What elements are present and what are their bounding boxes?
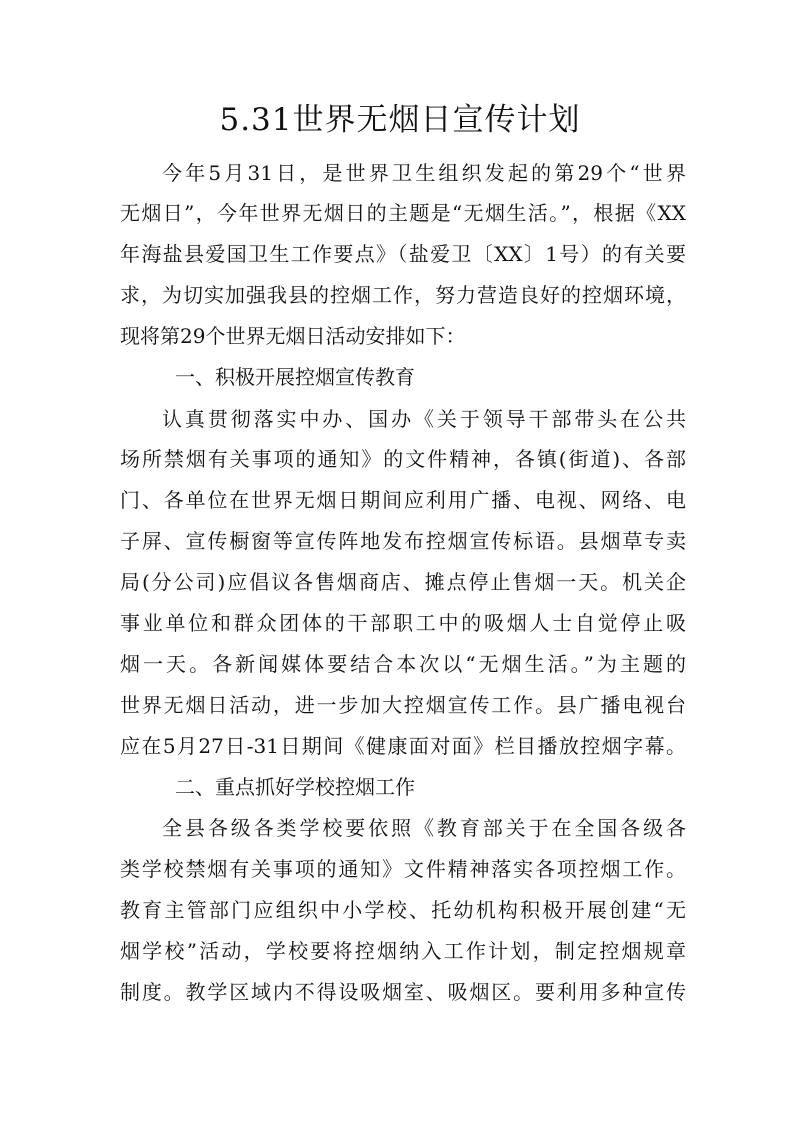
paragraph-line: 无烟日”，今年世界无烟日的主题是“无烟生活。”，根据《XX <box>120 201 686 225</box>
paragraph-line: 烟学校”活动，学校要将控烟纳入工作计划，制定控烟规章 <box>120 939 686 963</box>
paragraph-line: 局(分公司)应倡议各售烟商店、摊点停止售烟一天。机关企 <box>120 570 686 594</box>
paragraph-line: 类学校禁烟有关事项的通知》文件精神落实各项控烟工作。 <box>120 857 686 881</box>
paragraph-line: 世界无烟日活动，进一步加大控烟宣传工作。县广播电视台 <box>120 693 686 717</box>
paragraph-line: 求，为切实加强我县的控烟工作，努力营造良好的控烟环境， <box>120 283 686 307</box>
paragraph-line: 教育主管部门应组织中小学校、托幼机构积极开展创建“无 <box>120 898 686 922</box>
paragraph-line: 认真贯彻落实中办、国办《关于领导干部带头在公共 <box>162 407 686 431</box>
paragraph-line: 今年5月31日，是世界卫生组织发起的第29个“世界 <box>162 161 686 185</box>
paragraph-line: 场所禁烟有关事项的通知》的文件精神，各镇(街道)、各部 <box>120 447 686 471</box>
paragraph-line: 应在5月27日-31日期间《健康面对面》栏目播放控烟字幕。 <box>120 734 686 758</box>
paragraph-line: 现将第29个世界无烟日活动安排如下： <box>120 324 466 348</box>
paragraph-line: 事业单位和群众团体的干部职工中的吸烟人士自觉停止吸 <box>120 611 686 635</box>
paragraph-line: 门、各单位在世界无烟日期间应利用广播、电视、网络、电 <box>120 488 686 512</box>
paragraph-line: 制度。教学区域内不得设吸烟室、吸烟区。要利用多种宣传 <box>120 980 686 1004</box>
section-heading: 一、积极开展控烟宣传教育 <box>175 365 415 389</box>
paragraph-line: 烟一天。各新闻媒体要结合本次以“无烟生活。”为主题的 <box>120 652 686 676</box>
document-title: 5.31世界无烟日宣传计划 <box>219 102 581 138</box>
paragraph-line: 年海盐县爱国卫生工作要点》（盐爱卫〔XX〕1号）的有关要 <box>120 242 686 266</box>
paragraph-line: 子屏、宣传橱窗等宣传阵地发布控烟宣传标语。县烟草专卖 <box>120 529 686 553</box>
section-heading: 二、重点抓好学校控烟工作 <box>175 775 415 799</box>
paragraph-line: 全县各级各类学校要依照《教育部关于在全国各级各 <box>162 816 686 840</box>
